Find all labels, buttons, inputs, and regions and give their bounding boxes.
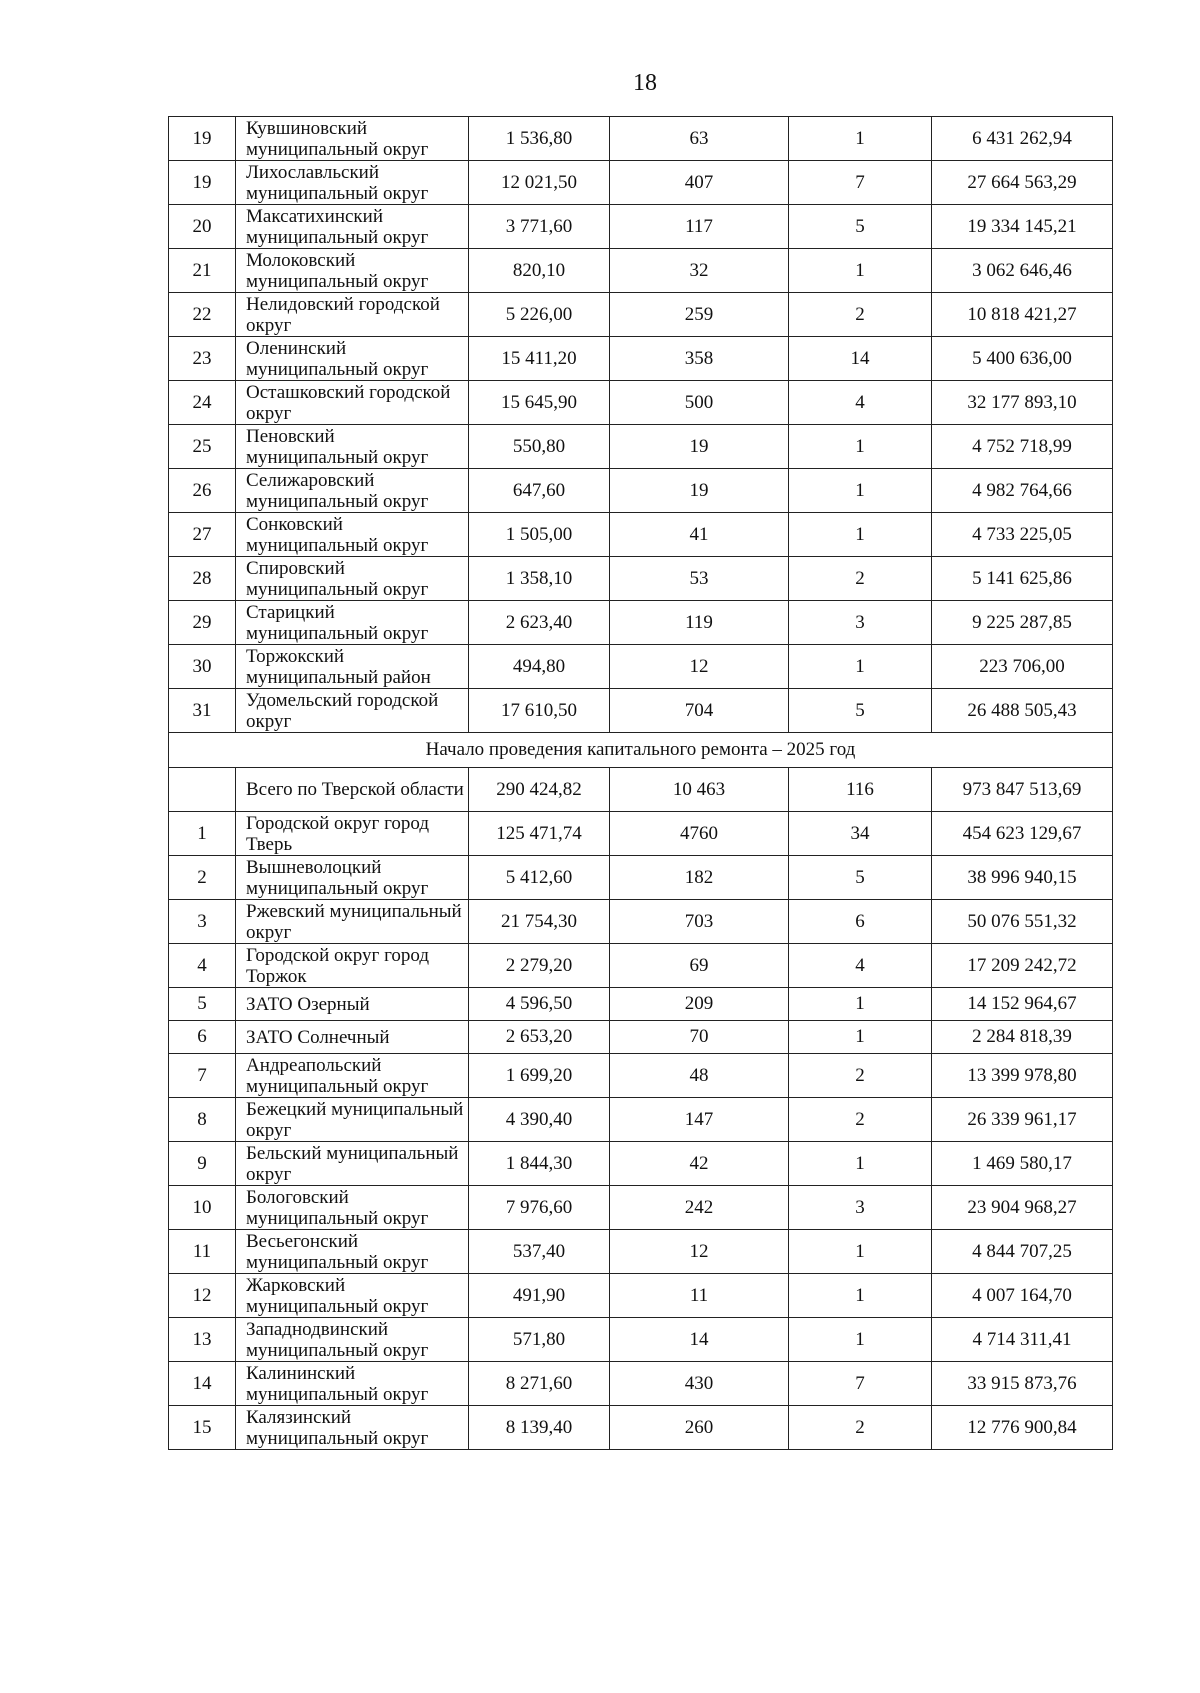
municipality-name: Селижаровский муниципальный округ bbox=[236, 469, 469, 513]
area-value: 7 976,60 bbox=[469, 1186, 610, 1230]
row-number: 21 bbox=[169, 249, 236, 293]
residents-value: 704 bbox=[610, 689, 789, 733]
cost-value: 4 752 718,99 bbox=[932, 425, 1113, 469]
houses-count: 5 bbox=[789, 856, 932, 900]
houses-count: 1 bbox=[789, 1021, 932, 1054]
houses-count: 4 bbox=[789, 381, 932, 425]
table-row bbox=[169, 944, 1113, 988]
houses-count: 1 bbox=[789, 1274, 932, 1318]
cost-value: 26 488 505,43 bbox=[932, 689, 1113, 733]
table-row bbox=[169, 1362, 1113, 1406]
table-row bbox=[169, 601, 1113, 645]
area-value: 17 610,50 bbox=[469, 689, 610, 733]
municipality-name: Спировский муниципальный округ bbox=[236, 557, 469, 601]
area-value: 125 471,74 bbox=[469, 812, 610, 856]
table-row bbox=[169, 249, 1113, 293]
residents-value: 500 bbox=[610, 381, 789, 425]
table-row bbox=[169, 117, 1113, 161]
table-row bbox=[169, 1406, 1113, 1450]
table-row bbox=[169, 645, 1113, 689]
houses-count: 7 bbox=[789, 161, 932, 205]
row-number: 19 bbox=[169, 117, 236, 161]
municipality-name: Бологовский муниципальный округ bbox=[236, 1186, 469, 1230]
residents-value: 63 bbox=[610, 117, 789, 161]
municipality-name: Пеновский муниципальный округ bbox=[236, 425, 469, 469]
residents-value: 119 bbox=[610, 601, 789, 645]
municipality-name: Западнодвинский муниципальный округ bbox=[236, 1318, 469, 1362]
municipality-name: Всего по Тверской области bbox=[236, 768, 469, 812]
houses-count: 2 bbox=[789, 1098, 932, 1142]
residents-value: 259 bbox=[610, 293, 789, 337]
cost-value: 4 844 707,25 bbox=[932, 1230, 1113, 1274]
table-row bbox=[169, 1318, 1113, 1362]
row-number: 27 bbox=[169, 513, 236, 557]
cost-value: 38 996 940,15 bbox=[932, 856, 1113, 900]
residents-value: 10 463 bbox=[610, 768, 789, 812]
residents-value: 703 bbox=[610, 900, 789, 944]
municipality-name: Жарковский муниципальный округ bbox=[236, 1274, 469, 1318]
row-number: 23 bbox=[169, 337, 236, 381]
residents-value: 260 bbox=[610, 1406, 789, 1450]
houses-count: 1 bbox=[789, 1318, 932, 1362]
residents-value: 242 bbox=[610, 1186, 789, 1230]
row-number: 11 bbox=[169, 1230, 236, 1274]
cost-value: 12 776 900,84 bbox=[932, 1406, 1113, 1450]
residents-value: 41 bbox=[610, 513, 789, 557]
residents-value: 42 bbox=[610, 1142, 789, 1186]
cost-value: 50 076 551,32 bbox=[932, 900, 1113, 944]
houses-count: 14 bbox=[789, 337, 932, 381]
row-number: 8 bbox=[169, 1098, 236, 1142]
area-value: 290 424,82 bbox=[469, 768, 610, 812]
residents-value: 70 bbox=[610, 1021, 789, 1054]
municipality-name: Сонковский муниципальный округ bbox=[236, 513, 469, 557]
cost-value: 5 400 636,00 bbox=[932, 337, 1113, 381]
residents-value: 69 bbox=[610, 944, 789, 988]
row-number: 5 bbox=[169, 988, 236, 1021]
row-number: 13 bbox=[169, 1318, 236, 1362]
row-number: 20 bbox=[169, 205, 236, 249]
table-row bbox=[169, 161, 1113, 205]
municipality-name: Калязинский муниципальный округ bbox=[236, 1406, 469, 1450]
houses-count: 116 bbox=[789, 768, 932, 812]
table-row bbox=[169, 988, 1113, 1021]
row-number: 28 bbox=[169, 557, 236, 601]
table-row bbox=[169, 900, 1113, 944]
cost-value: 32 177 893,10 bbox=[932, 381, 1113, 425]
cost-value: 1 469 580,17 bbox=[932, 1142, 1113, 1186]
municipality-name: Оленинский муниципальный округ bbox=[236, 337, 469, 381]
area-value: 8 139,40 bbox=[469, 1406, 610, 1450]
houses-count: 1 bbox=[789, 513, 932, 557]
row-number: 31 bbox=[169, 689, 236, 733]
table-row bbox=[169, 557, 1113, 601]
houses-count: 1 bbox=[789, 469, 932, 513]
row-number: 26 bbox=[169, 469, 236, 513]
houses-count: 1 bbox=[789, 1230, 932, 1274]
municipality-name: Городской округ город Тверь bbox=[236, 812, 469, 856]
row-number: 7 bbox=[169, 1054, 236, 1098]
cost-value: 6 431 262,94 bbox=[932, 117, 1113, 161]
cost-value: 4 733 225,05 bbox=[932, 513, 1113, 557]
municipality-name: Старицкий муниципальный округ bbox=[236, 601, 469, 645]
row-number: 6 bbox=[169, 1021, 236, 1054]
residents-value: 19 bbox=[610, 425, 789, 469]
row-number: 24 bbox=[169, 381, 236, 425]
residents-value: 53 bbox=[610, 557, 789, 601]
area-value: 8 271,60 bbox=[469, 1362, 610, 1406]
residents-value: 147 bbox=[610, 1098, 789, 1142]
residents-value: 12 bbox=[610, 1230, 789, 1274]
row-number bbox=[169, 768, 236, 812]
houses-count: 1 bbox=[789, 425, 932, 469]
residents-value: 32 bbox=[610, 249, 789, 293]
area-value: 4 596,50 bbox=[469, 988, 610, 1021]
municipality-name: Ржевский муниципальный округ bbox=[236, 900, 469, 944]
table-row bbox=[169, 1186, 1113, 1230]
area-value: 1 536,80 bbox=[469, 117, 610, 161]
table-row bbox=[169, 337, 1113, 381]
table-row bbox=[169, 1098, 1113, 1142]
residents-value: 4760 bbox=[610, 812, 789, 856]
area-value: 491,90 bbox=[469, 1274, 610, 1318]
municipality-name: Торжокский муниципальный район bbox=[236, 645, 469, 689]
row-number: 25 bbox=[169, 425, 236, 469]
cost-value: 13 399 978,80 bbox=[932, 1054, 1113, 1098]
table-row bbox=[169, 1054, 1113, 1098]
residents-value: 430 bbox=[610, 1362, 789, 1406]
table-row bbox=[169, 1142, 1113, 1186]
residents-value: 209 bbox=[610, 988, 789, 1021]
municipality-name: Лихославльский муниципальный округ bbox=[236, 161, 469, 205]
table-row bbox=[169, 768, 1113, 812]
municipality-name: ЗАТО Солнечный bbox=[236, 1021, 469, 1054]
table-row bbox=[169, 689, 1113, 733]
cost-value: 4 007 164,70 bbox=[932, 1274, 1113, 1318]
houses-count: 1 bbox=[789, 1142, 932, 1186]
area-value: 2 623,40 bbox=[469, 601, 610, 645]
area-value: 15 411,20 bbox=[469, 337, 610, 381]
area-value: 647,60 bbox=[469, 469, 610, 513]
capital-repair-table bbox=[168, 116, 1113, 1450]
table-row bbox=[169, 812, 1113, 856]
cost-value: 973 847 513,69 bbox=[932, 768, 1113, 812]
cost-value: 14 152 964,67 bbox=[932, 988, 1113, 1021]
table-row bbox=[169, 1230, 1113, 1274]
area-value: 21 754,30 bbox=[469, 900, 610, 944]
table-row bbox=[169, 1021, 1113, 1054]
cost-value: 26 339 961,17 bbox=[932, 1098, 1113, 1142]
area-value: 12 021,50 bbox=[469, 161, 610, 205]
table-row bbox=[169, 856, 1113, 900]
area-value: 494,80 bbox=[469, 645, 610, 689]
houses-count: 2 bbox=[789, 557, 932, 601]
row-number: 4 bbox=[169, 944, 236, 988]
residents-value: 19 bbox=[610, 469, 789, 513]
municipality-name: Бежецкий муниципальный округ bbox=[236, 1098, 469, 1142]
cost-value: 4 714 311,41 bbox=[932, 1318, 1113, 1362]
area-value: 1 358,10 bbox=[469, 557, 610, 601]
cost-value: 17 209 242,72 bbox=[932, 944, 1113, 988]
houses-count: 5 bbox=[789, 689, 932, 733]
cost-value: 19 334 145,21 bbox=[932, 205, 1113, 249]
area-value: 15 645,90 bbox=[469, 381, 610, 425]
row-number: 1 bbox=[169, 812, 236, 856]
area-value: 4 390,40 bbox=[469, 1098, 610, 1142]
municipality-name: Бельский муниципальный округ bbox=[236, 1142, 469, 1186]
houses-count: 4 bbox=[789, 944, 932, 988]
municipality-name: Осташковский городской округ bbox=[236, 381, 469, 425]
area-value: 1 505,00 bbox=[469, 513, 610, 557]
houses-count: 2 bbox=[789, 1054, 932, 1098]
row-number: 29 bbox=[169, 601, 236, 645]
table-row bbox=[169, 381, 1113, 425]
table-row bbox=[169, 469, 1113, 513]
houses-count: 6 bbox=[789, 900, 932, 944]
municipality-name: Максатихинский муниципальный округ bbox=[236, 205, 469, 249]
residents-value: 11 bbox=[610, 1274, 789, 1318]
residents-value: 407 bbox=[610, 161, 789, 205]
section-title: Начало проведения капитального ремонта – 2025 год bbox=[169, 733, 1113, 768]
cost-value: 2 284 818,39 bbox=[932, 1021, 1113, 1054]
municipality-name: Кувшиновский муниципальный округ bbox=[236, 117, 469, 161]
table-row bbox=[169, 1274, 1113, 1318]
houses-count: 3 bbox=[789, 1186, 932, 1230]
table-row bbox=[169, 513, 1113, 557]
cost-value: 23 904 968,27 bbox=[932, 1186, 1113, 1230]
area-value: 550,80 bbox=[469, 425, 610, 469]
row-number: 19 bbox=[169, 161, 236, 205]
area-value: 5 226,00 bbox=[469, 293, 610, 337]
row-number: 12 bbox=[169, 1274, 236, 1318]
table-row bbox=[169, 425, 1113, 469]
area-value: 2 653,20 bbox=[469, 1021, 610, 1054]
cost-value: 4 982 764,66 bbox=[932, 469, 1113, 513]
houses-count: 1 bbox=[789, 249, 932, 293]
houses-count: 1 bbox=[789, 117, 932, 161]
municipality-name: Молоковский муниципальный округ bbox=[236, 249, 469, 293]
cost-value: 3 062 646,46 bbox=[932, 249, 1113, 293]
municipality-name: Калининский муниципальный округ bbox=[236, 1362, 469, 1406]
residents-value: 358 bbox=[610, 337, 789, 381]
page-number: 18 bbox=[633, 70, 657, 96]
area-value: 2 279,20 bbox=[469, 944, 610, 988]
cost-value: 9 225 287,85 bbox=[932, 601, 1113, 645]
table-body bbox=[169, 117, 1113, 1450]
area-value: 5 412,60 bbox=[469, 856, 610, 900]
area-value: 571,80 bbox=[469, 1318, 610, 1362]
cost-value: 454 623 129,67 bbox=[932, 812, 1113, 856]
houses-count: 2 bbox=[789, 1406, 932, 1450]
table-row bbox=[169, 293, 1113, 337]
cost-value: 5 141 625,86 bbox=[932, 557, 1113, 601]
municipality-name: Вышневолоцкий муниципальный округ bbox=[236, 856, 469, 900]
row-number: 30 bbox=[169, 645, 236, 689]
area-value: 537,40 bbox=[469, 1230, 610, 1274]
houses-count: 1 bbox=[789, 988, 932, 1021]
municipality-name: Весьегонский муниципальный округ bbox=[236, 1230, 469, 1274]
municipality-name: Андреапольский муниципальный округ bbox=[236, 1054, 469, 1098]
area-value: 1 844,30 bbox=[469, 1142, 610, 1186]
row-number: 3 bbox=[169, 900, 236, 944]
cost-value: 33 915 873,76 bbox=[932, 1362, 1113, 1406]
houses-count: 7 bbox=[789, 1362, 932, 1406]
residents-value: 48 bbox=[610, 1054, 789, 1098]
cost-value: 27 664 563,29 bbox=[932, 161, 1113, 205]
houses-count: 1 bbox=[789, 645, 932, 689]
residents-value: 117 bbox=[610, 205, 789, 249]
table-row bbox=[169, 205, 1113, 249]
municipality-name: ЗАТО Озерный bbox=[236, 988, 469, 1021]
row-number: 15 bbox=[169, 1406, 236, 1450]
area-value: 1 699,20 bbox=[469, 1054, 610, 1098]
row-number: 10 bbox=[169, 1186, 236, 1230]
area-value: 3 771,60 bbox=[469, 205, 610, 249]
municipality-name: Нелидовский городской округ bbox=[236, 293, 469, 337]
cost-value: 10 818 421,27 bbox=[932, 293, 1113, 337]
section-row bbox=[169, 733, 1113, 768]
residents-value: 14 bbox=[610, 1318, 789, 1362]
residents-value: 12 bbox=[610, 645, 789, 689]
row-number: 9 bbox=[169, 1142, 236, 1186]
area-value: 820,10 bbox=[469, 249, 610, 293]
houses-count: 34 bbox=[789, 812, 932, 856]
houses-count: 2 bbox=[789, 293, 932, 337]
municipality-name: Городской округ город Торжок bbox=[236, 944, 469, 988]
municipality-name: Удомельский городской округ bbox=[236, 689, 469, 733]
houses-count: 5 bbox=[789, 205, 932, 249]
row-number: 14 bbox=[169, 1362, 236, 1406]
row-number: 22 bbox=[169, 293, 236, 337]
row-number: 2 bbox=[169, 856, 236, 900]
houses-count: 3 bbox=[789, 601, 932, 645]
cost-value: 223 706,00 bbox=[932, 645, 1113, 689]
residents-value: 182 bbox=[610, 856, 789, 900]
